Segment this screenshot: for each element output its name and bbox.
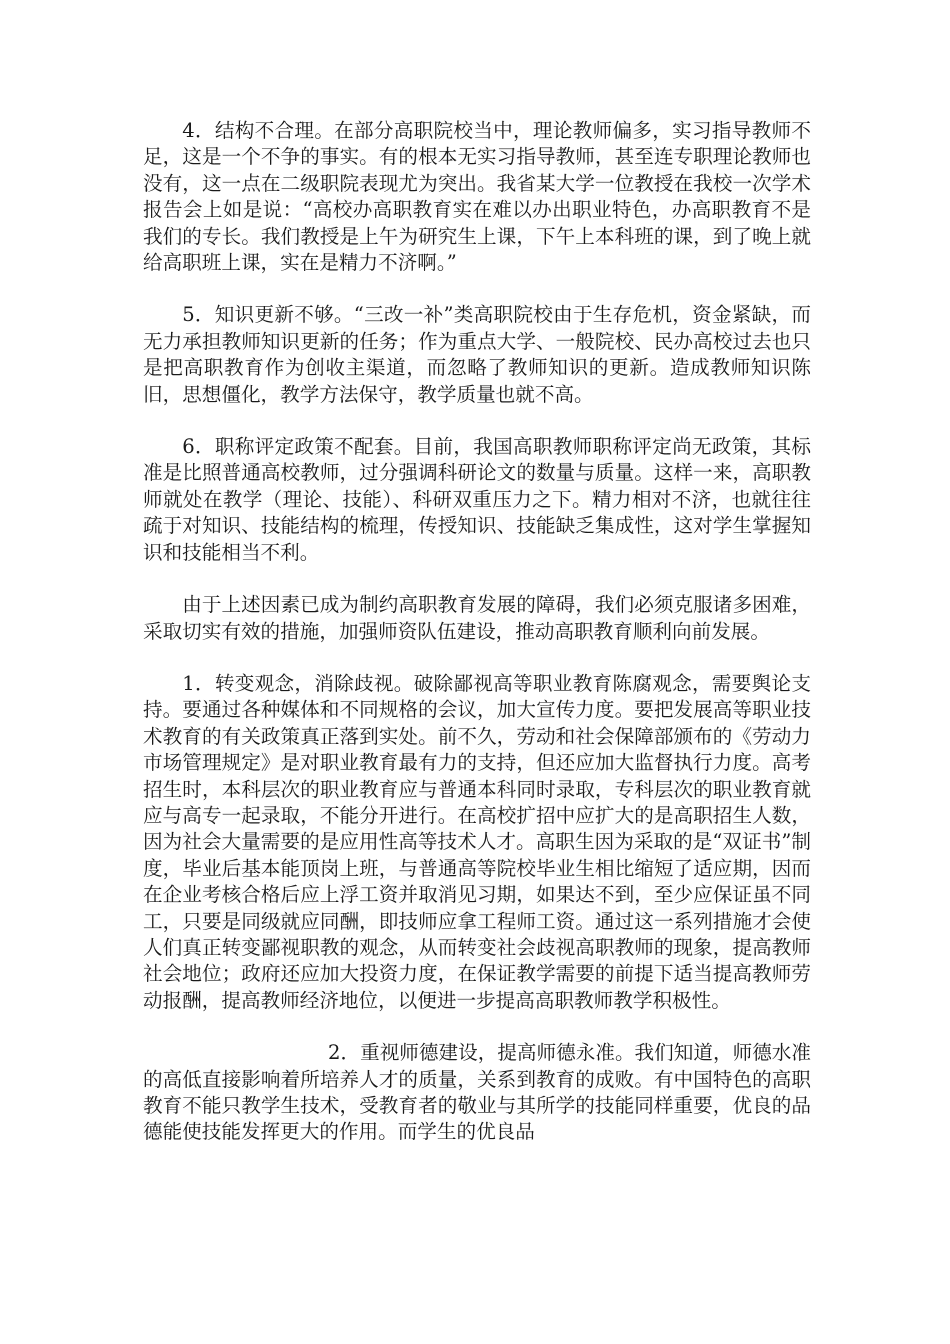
paragraph-teacher-ethics: 2．重视师德建设，提高师德永准。我们知道，师德水准的高低直接影响着所培养人才的质量，关系到教育的成败。有中国特色的高职教育不能只教学生技术，受教育者的敬业与其所学的技能同样重要，优良的品德能使技能发挥更大的作用。而学生的优良品 <box>143 1041 811 1144</box>
paragraph-title-policy: 6．职称评定政策不配套。目前，我国高职教师职称评定尚无政策，其标准是比照普通高校教师，过分强调科研论文的数量与质量。这样一来，高职教师就处在教学（理论、技能）、科研双重压力之下。精力相对不济，也就往往疏于对知识、技能结构的梳理，传授知识、技能缺乏集成性，这对学生掌握知识和技能相当不利。 <box>143 435 811 564</box>
paragraph-knowledge-update: 5．知识更新不够。“三改一补”类高职院校由于生存危机，资金紧缺，而无力承担教师知识更新的任务；作为重点大学、一般院校、民办高校过去也只是把高职教育作为创收主渠道，而忽略了教师知识的更新。造成教师知识陈旧，思想僵化，教学方法保守，教学质量也就不高。 <box>143 303 811 406</box>
paragraph-transition: 由于上述因素已成为制约高职教育发展的障碍，我们必须克服诸多困难，采取切实有效的措施，加强师资队伍建设，推动高职教育顺利向前发展。 <box>143 593 811 643</box>
paragraph-change-concepts: 1．转变观念，消除歧视。破除鄙视高等职业教育陈腐观念，需要舆论支持。要通过各种媒体和不同规格的会议，加大宣传力度。要把发展高等职业技术教育的有关政策真正落到实处。前不久，劳动和社会保障部颁布的《劳动力市场管理规定》是对职业教育最有力的支持，但还应加大监督执行力度。高考招生时，本科层次的职业教育应与普通本科同时录取，专科层次的职业教育就应与高专一起录取，不能分开进行。在高校扩招中应扩大的是高职招生人数，因为社会大量需要的是应用性高等技术人才。高职生因为采取的是“双证书”制度，毕业后基本能顶岗上班，与普通高等院校毕业生相比缩短了适应期，因而在企业考核合格后应上浮工资并取消见习期，如果达不到，至少应保证虽不同工，只要是同级就应同酬，即技师应拿工程师工资。通过这一系列措施才会使人们真正转变鄙视职教的观念，从而转变社会歧视高职教师的现象，提高教师社会地位；政府还应加大投资力度，在保证教学需要的前提下适当提高教师劳动报酬，提高教师经济地位，以便进一步提高高职教师教学积极性。 <box>143 671 811 1012</box>
paragraph-structure-issue: 4．结构不合理。在部分高职院校当中，理论教师偏多，实习指导教师不足，这是一个不争的事实。有的根本无实习指导教师，甚至连专职理论教师也没有，这一点在二级职院表现尤为突出。我省某大学一位教授在我校一次学术报告会上如是说：“高校办高职教育实在难以办出职业特色，办高职教育不是我们的专长。我们教授是上午为研究生上课，下午上本科班的课，到了晚上就给高职班上课，实在是精力不济啊。” <box>143 119 811 275</box>
document-body <box>143 118 811 1172</box>
